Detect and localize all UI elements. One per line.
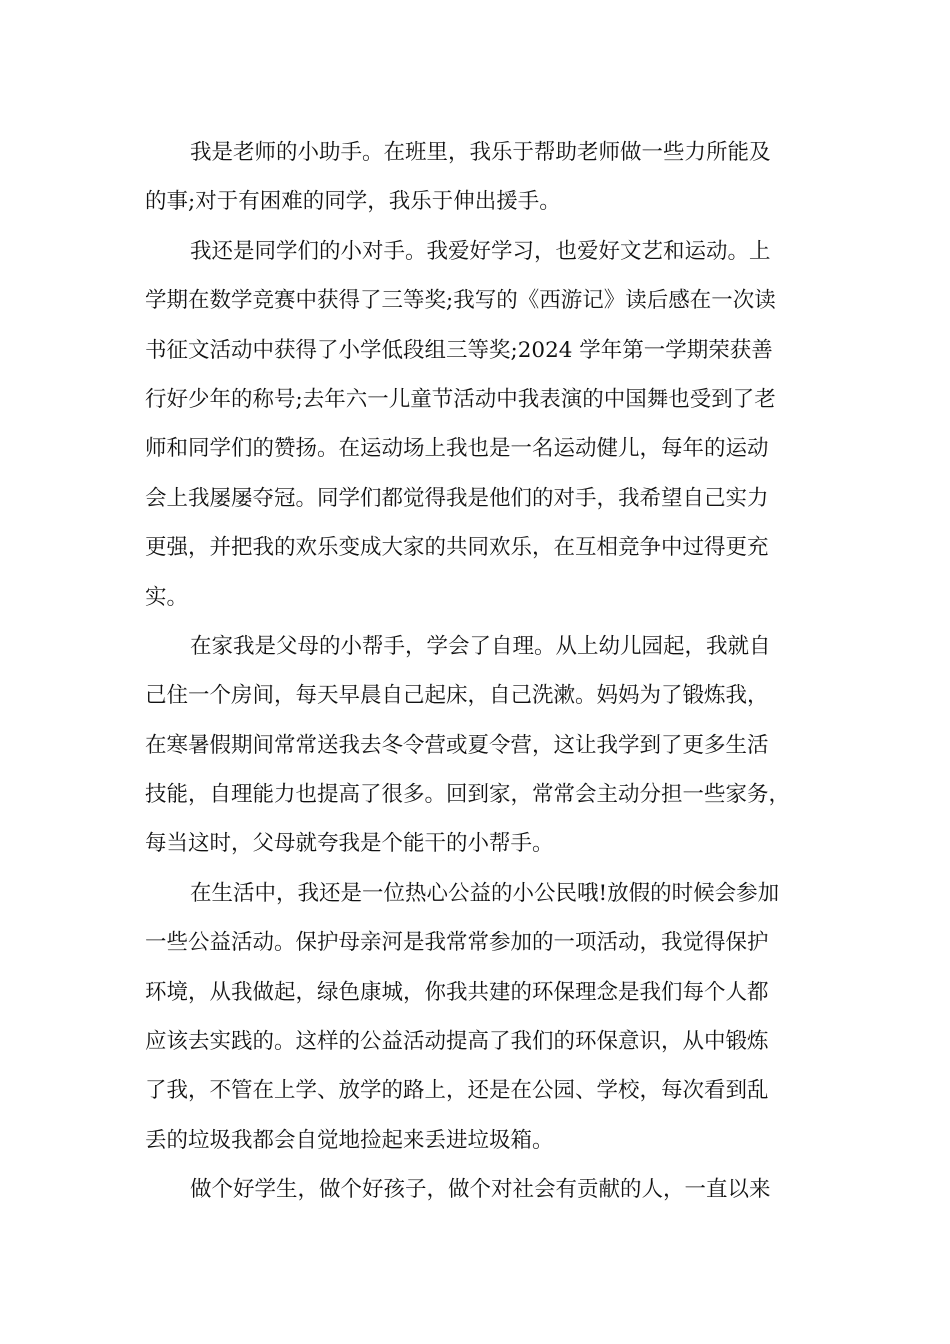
text-line: 做个好学生，做个好孩子，做个对社会有贡献的人，一直以来 [190,1177,771,1203]
text-line: 了我，不管在上学、放学的路上，还是在公园、学校，每次看到乱 [145,1078,769,1104]
paragraph-rival [145,227,817,622]
text-line: 会上我屡屡夺冠。同学们都觉得我是他们的对手，我希望自己实力 [145,485,769,511]
text-line: 学期在数学竞赛中获得了三等奖;我写的《西游记》读后感在一次读 [145,288,776,314]
text-line: 应该去实践的。这样的公益活动提高了我们的环保意识，从中锻炼 [145,1029,769,1055]
text-line: 在生活中，我还是一位热心公益的小公民哦!放假的时候会参加 [190,880,780,906]
text-line: 每当这时，父母就夸我是个能干的小帮手。 [145,831,554,857]
text-line: 实。 [145,584,189,610]
text-line: 在家我是父母的小帮手，学会了自理。从上幼儿园起，我就自 [190,633,771,659]
document-body [145,128,817,1215]
text-line: 的事;对于有困难的同学，我乐于伸出援手。 [145,189,561,215]
text-line: 己住一个房间，每天早晨自己起床，自己洗漱。妈妈为了锻炼我， [145,683,769,709]
text-line: 环境，从我做起，绿色康城，你我共建的环保理念是我们每个人都 [145,979,769,1005]
text-line: 丢的垃圾我都会自觉地捡起来丢进垃圾箱。 [145,1127,554,1153]
text-line: 我是老师的小助手。在班里，我乐于帮助老师做一些力所能及 [190,140,771,165]
paragraph-helper [145,128,817,227]
text-line: 一些公益活动。保护母亲河是我常常参加的一项活动，我觉得保护 [145,930,769,956]
text-line: 技能，自理能力也提高了很多。回到家，常常会主动分担一些家务， [145,782,791,808]
text-line: 书征文活动中获得了小学低段组三等奖;2024 学年第一学期荣获善 [145,337,773,363]
text-line: 行好少年的称号;去年六一儿童节活动中我表演的中国舞也受到了老 [145,386,776,412]
paragraph-conclusion [145,1165,817,1214]
paragraph-home [145,622,817,869]
text-line: 我还是同学们的小对手。我爱好学习，也爱好文艺和运动。上 [190,238,771,264]
text-line: 更强，并把我的欢乐变成大家的共同欢乐，在互相竞争中过得更充 [145,535,769,561]
text-line: 师和同学们的赞扬。在运动场上我也是一名运动健儿，每年的运动 [145,436,769,462]
text-line: 在寒暑假期间常常送我去冬令营或夏令营，这让我学到了更多生活 [145,732,769,758]
paragraph-public-welfare [145,869,817,1165]
